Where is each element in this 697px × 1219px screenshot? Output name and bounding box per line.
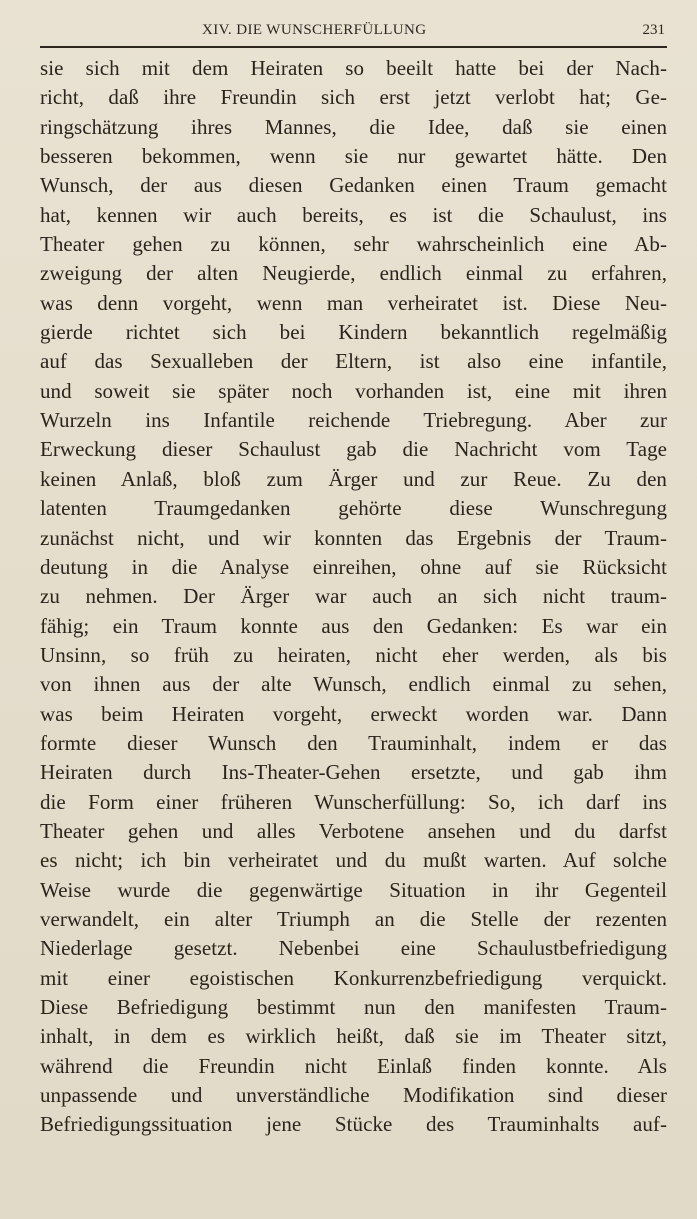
text-line: während die Freundin nicht Einlaß finden konnte. Als [40,1053,667,1078]
text-line: Befriedigungssituation jene Stücke des Trauminhalts auf- [40,1112,667,1137]
page-number: 231 [642,22,665,38]
text-line: verwandelt, ein alter Triumph an die Stelle der rezenten [40,906,667,931]
text-line: fähig; ein Traum konnte aus den Gedanken: Es war ein [40,613,667,638]
text-line: deutung in die Analyse einreihen, ohne auf sie Rücksicht [40,554,667,579]
text-line: Unsinn, so früh zu heiraten, nicht eher werden, als bis [40,642,667,667]
text-line: ringschätzung ihres Mannes, die Idee, daß sie einen [40,114,667,139]
text-line: Wurzeln ins Infantile reichende Triebregung. Aber zur [40,408,667,433]
text-line: zunächst nicht, und wir konnten das Ergebnis der Traum- [40,525,667,550]
text-line: Wunsch, der aus diesen Gedanken einen Traum gemacht [40,173,667,198]
text-line: unpassende und unverständliche Modifikation sind dieser [40,1083,667,1108]
text-line: was beim Heiraten vorgeht, erweckt worden war. Dann [40,701,667,726]
text-line: von ihnen aus der alte Wunsch, endlich einmal zu sehen, [40,672,667,697]
text-line: zu nehmen. Der Ärger war auch an sich nicht traum- [40,584,667,609]
text-line: Theater gehen zu können, sehr wahrscheinlich eine Ab- [40,232,667,257]
running-title: XIV. DIE WUNSCHERFÜLLUNG [202,22,427,38]
text-line: besseren bekommen, wenn sie nur gewartet hätte. Den [40,144,667,169]
text-line: die Form einer früheren Wunscherfüllung: So, ich darf ins [40,789,667,814]
text-line: gierde richtet sich bei Kindern bekanntlich regelmäßig [40,320,667,345]
text-line: Heiraten durch Ins-Theater-Gehen ersetzte, und gab ihm [40,760,667,785]
text-line: Diese Befriedigung bestimmt nun den manifesten Traum- [40,995,667,1019]
body-text [40,54,667,1140]
text-line: zweigung der alten Neugierde, endlich einmal zu erfahren, [40,261,667,286]
text-line: keinen Anlaß, bloß zum Ärger und zur Reue. Zu den [40,466,667,491]
text-line: richt, daß ihre Freundin sich erst jetzt verlobt hat; Ge- [40,85,667,110]
text-line: hat, kennen wir auch bereits, es ist die Schaulust, ins [40,202,667,227]
text-line: was denn vorgeht, wenn man verheiratet ist. Diese Neu- [40,290,667,315]
text-line: formte dieser Wunsch den Trauminhalt, indem er das [40,730,667,755]
text-line: inhalt, in dem es wirklich heißt, daß sie im Theater sitzt, [40,1024,667,1049]
text-line: mit einer egoistischen Konkurrenzbefriedigung verquickt. [40,965,667,990]
text-line: es nicht; ich bin verheiratet und du mußt warten. Auf solche [40,848,667,873]
page-header [40,18,667,48]
text-line: Niederlage gesetzt. Nebenbei eine Schaulustbefriedigung [40,936,667,961]
text-line: sie sich mit dem Heiraten so beeilt hatte bei der Nach- [40,56,667,80]
text-line: latenten Traumgedanken gehörte diese Wunschregung [40,496,667,521]
text-line: Weise wurde die gegenwärtige Situation in ihr Gegenteil [40,877,667,902]
text-line: Erweckung dieser Schaulust gab die Nachricht vom Tage [40,437,667,462]
text-line: auf das Sexualleben der Eltern, ist also eine infantile, [40,349,667,374]
text-line: Theater gehen und alles Verbotene ansehen und du darfst [40,818,667,843]
text-line: und soweit sie später noch vorhanden ist, eine mit ihren [40,378,667,403]
